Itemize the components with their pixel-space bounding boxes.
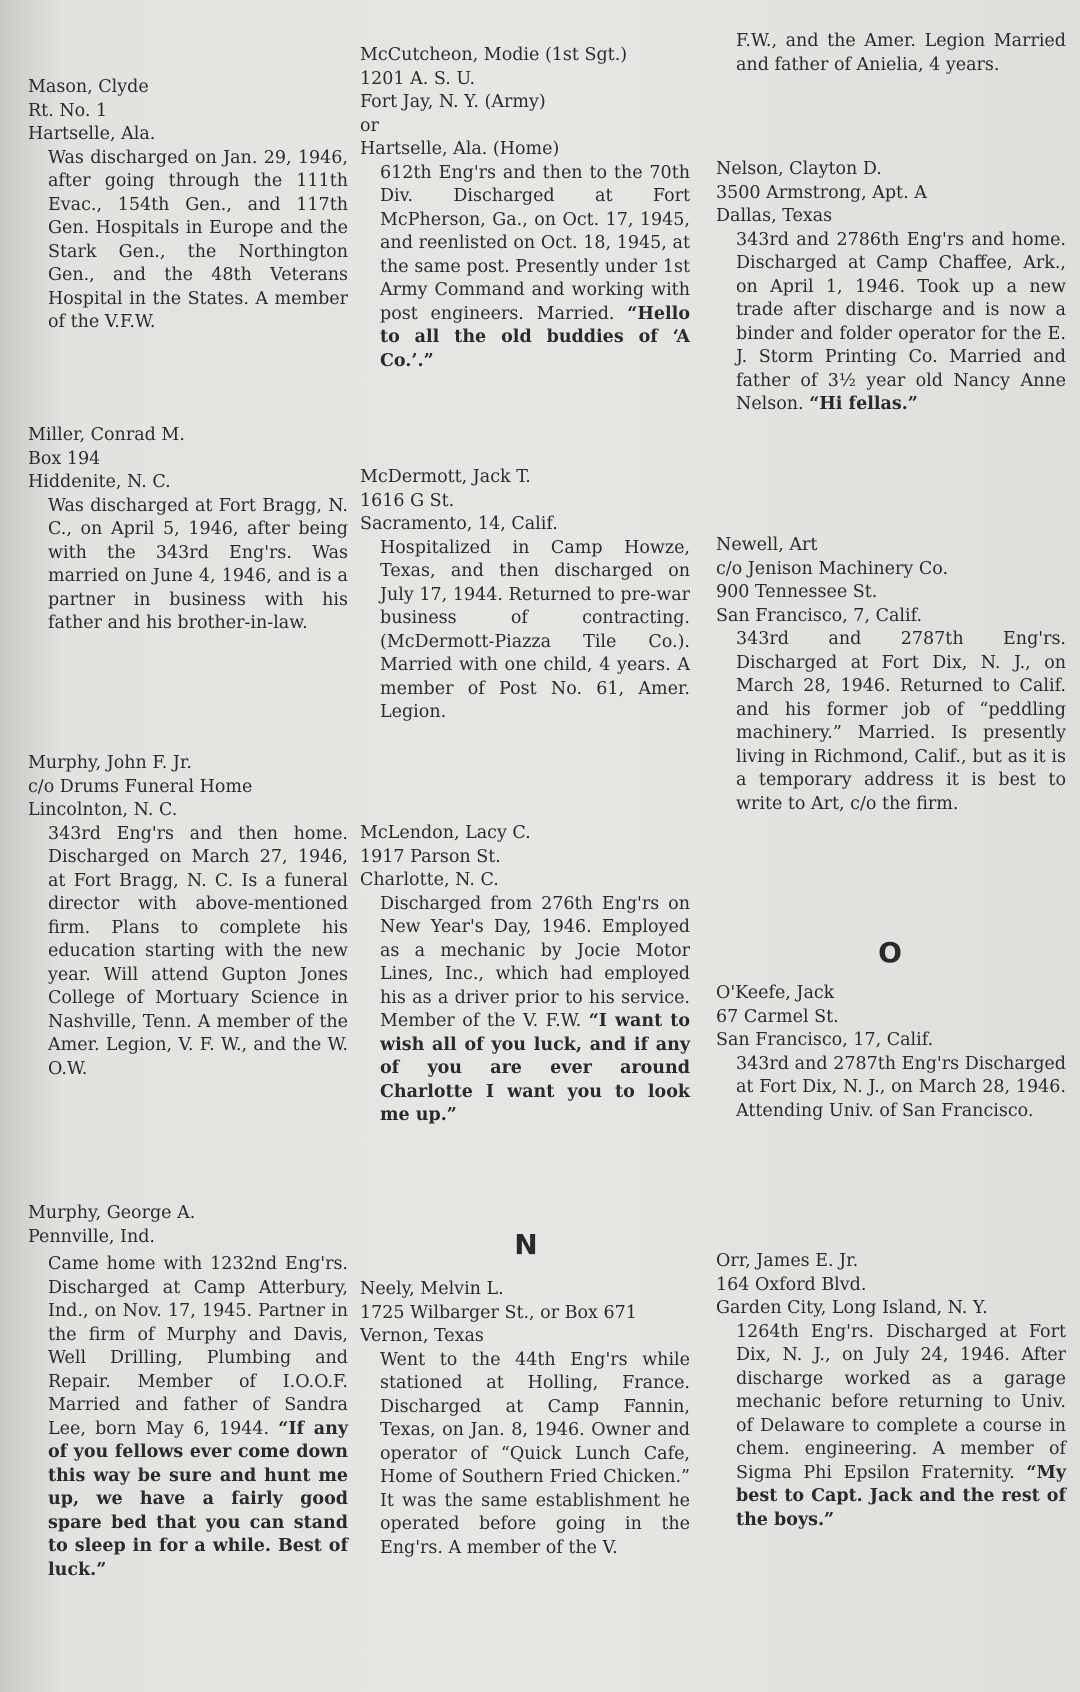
entry-text: Went to the 44th Eng'rs while stationed at Holling, France. Discharged at Camp Fannin, Texas, on Jan. 8, 1946. Owner and operator of “Quick Lunch Cafe, Home of Southern Fried Chicken.” It was the same establishment he operated before going in the Eng'rs. A member of the V.	[380, 1349, 690, 1558]
address-line: San Francisco, 7, Calif.	[716, 605, 923, 626]
entry-text-body: 1264th Eng'rs. Discharged at Fort Dix, N. J., on July 24, 1946. After discharge worked as a garage mechanic before returning to Univ. of Delaware to complete a course in chem. engineering. A member of Sigma Phi Epsilon Fraternity.	[736, 1321, 1066, 1483]
entry-name: McLendon, Lacy C.	[360, 823, 531, 843]
entry-name: Miller, Conrad M.	[28, 425, 185, 445]
entry-nelson	[716, 158, 1066, 417]
entry-text: F.W., and the Amer. Legion Married and father of Anielia, 4 years.	[736, 31, 1066, 75]
entry-text-body: Came home with 1232nd Eng'rs. Discharged at Camp Atterbury, Ind., on Nov. 17, 1945. Partner in the firm of Murphy and Davis, Well Drilling, Plumbing and Repair. Member of I.O.O.F. Married and father of Sandra Lee, born May 6, 1944.	[48, 1254, 348, 1439]
entry-neely-continued	[716, 30, 1066, 77]
address-line: Sacramento, 14, Calif.	[360, 514, 558, 534]
address-line: Hartselle, Ala. (Home)	[360, 139, 560, 159]
entry-mason	[28, 76, 348, 335]
address-line: Vernon, Texas	[360, 1326, 484, 1346]
entry-murphy-john	[28, 752, 348, 1081]
address-line: Fort Jay, N. Y. (Army)	[360, 92, 546, 112]
entry-name: Newell, Art	[716, 535, 818, 555]
address-line: Pennville, Ind.	[28, 1226, 155, 1247]
address-line: Dallas, Texas	[716, 206, 833, 226]
entry-text	[28, 1253, 348, 1582]
address-line: 3500 Armstrong, Apt. A	[716, 182, 927, 203]
entry-newell	[716, 534, 1066, 816]
entry-text	[360, 162, 690, 374]
address-line: Box 194	[28, 448, 101, 469]
entry-name: Mason, Clyde	[28, 77, 149, 97]
address-line: 1616 G St.	[360, 490, 455, 511]
entry-text	[716, 229, 1066, 417]
entry-text	[716, 1321, 1066, 1533]
entry-text-body: 343rd and 2786th Eng'rs and home. Discharged at Camp Chaffee, Ark., on April 1, 1946. Took up a new trade after discharge and is now a binder and folder operator for the E. J. Storm Printing Co. Married and father of 3½ year old Nancy Anne Nelson.	[736, 229, 1066, 414]
entry-orr	[716, 1250, 1066, 1532]
entry-text: 343rd and 2787th Eng'rs. Discharged at Fort Dix, N. J., on March 28, 1946. Returned to Calif. and his former job of “peddling machinery.” Married. Is presently living in Richmond, Calif., but as it is a temporary address it is best to write to Art, c/o the firm.	[736, 629, 1066, 814]
section-letter-o: O	[878, 936, 902, 969]
entry-text-body: 612th Eng'rs and then to the 70th Div. Discharged at Fort McPherson, Ga., on Oct. 17, 1945, and reenlisted on Oct. 18, 1945, at the same post. Presently under 1st Army Command and working with post engineers. Married.	[380, 162, 690, 324]
address-line: 1201 A. S. U.	[360, 68, 476, 89]
entry-text: Hospitalized in Camp Howze, Texas, and then discharged on July 17, 1944. Returned to pre-war business of contracting. (McDermott-Piazza Tile Co.). Married with one child, 4 years. A member of Post No. 61, Amer. Legion.	[380, 537, 690, 722]
address-line: c/o Drums Funeral Home	[28, 776, 253, 797]
entry-quote: “Hi fellas.”	[809, 394, 918, 414]
address-line: Garden City, Long Island, N. Y.	[716, 1298, 988, 1318]
address-line: 1917 Parson St.	[360, 846, 501, 867]
entry-text: 343rd and 2787th Eng'rs Discharged at Fort Dix, N. J., on March 28, 1946. Attending Univ. of San Francisco.	[736, 1053, 1066, 1121]
entry-miller	[28, 424, 348, 636]
entry-text: Was discharged on Jan. 29, 1946, after going through the 111th Evac., 154th Gen., and 117th Gen. Hospitals in Europe and the Stark Gen., the Northington Gen., and the 48th Veterans Hospital in the States. A member of the V.F.W.	[48, 147, 348, 332]
address-line: Lincolnton, N. C.	[28, 800, 178, 820]
entry-text: Was discharged at Fort Bragg, N. C., on April 5, 1946, after being with the 343rd Eng'rs. Was married on June 4, 1946, and is a partner in business with his father and his brother-in-law.	[48, 495, 348, 633]
entry-name: Neely, Melvin L.	[360, 1279, 504, 1299]
entry-name: McDermott, Jack T.	[360, 467, 531, 487]
address-line: c/o Jenison Machinery Co.	[716, 558, 949, 579]
entry-quote: “If any of you fellows ever come down this way be sure and hunt me up, we have a fairly good spare bed that you can stand to sleep in for a while. Best of luck.”	[48, 1418, 348, 1580]
section-letter-n: N	[514, 1228, 538, 1261]
address-line: 67 Carmel St.	[716, 1006, 839, 1027]
address-line: or	[360, 115, 379, 136]
entry-name: Murphy, George A.	[28, 1203, 196, 1223]
entry-text: 343rd Eng'rs and then home. Discharged on March 27, 1946, at Fort Bragg, N. C. Is a funeral director with above-mentioned firm. Plans to complete his education starting with the new year. Will attend Gupton Jones College of Mortuary Science in Nashville, Tenn. A member of the Amer. Legion, V. F. W., and the W. O.W.	[48, 823, 348, 1079]
address-line: 1725 Wilbarger St., or Box 671	[360, 1302, 637, 1323]
entry-okeefe	[716, 982, 1066, 1123]
address-line: 900 Tennessee St.	[716, 582, 878, 602]
entry-quote: “My best to Capt. Jack and the rest of the boys.”	[736, 1462, 1066, 1530]
entry-mclendon	[360, 822, 690, 1128]
entry-text-body: Discharged from 276th Eng'rs on New Year's Day, 1946. Employed as a mechanic by Jocie Motor Lines, Inc., which had employed his as a driver prior to his service. Member of the V. F.W.	[380, 893, 690, 1031]
address-line: Rt. No. 1	[28, 100, 108, 121]
entry-name: O'Keefe, Jack	[716, 983, 835, 1003]
address-line: San Francisco, 17, Calif.	[716, 1030, 934, 1050]
entry-name: Nelson, Clayton D.	[716, 159, 882, 179]
entry-quote: “I want to wish all of you luck, and if any of you are ever around Charlotte I want you to look me up.”	[380, 1011, 690, 1125]
entry-name: Murphy, John F. Jr.	[28, 753, 192, 773]
entry-quote: “Hello to all the old buddies of ‘A Co.’.”	[380, 303, 690, 371]
entry-mccutcheon	[360, 44, 690, 373]
entry-text	[360, 893, 690, 1128]
entry-mcdermott	[360, 466, 690, 725]
entry-name: Orr, James E. Jr.	[716, 1251, 859, 1271]
entry-murphy-george	[28, 1202, 348, 1582]
entry-neely	[360, 1278, 690, 1560]
address-line: Hartselle, Ala.	[28, 124, 156, 144]
address-line: Charlotte, N. C.	[360, 870, 499, 890]
entry-name: McCutcheon, Modie (1st Sgt.)	[360, 45, 628, 65]
address-line: Hiddenite, N. C.	[28, 472, 171, 492]
address-line: 164 Oxford Blvd.	[716, 1274, 867, 1295]
